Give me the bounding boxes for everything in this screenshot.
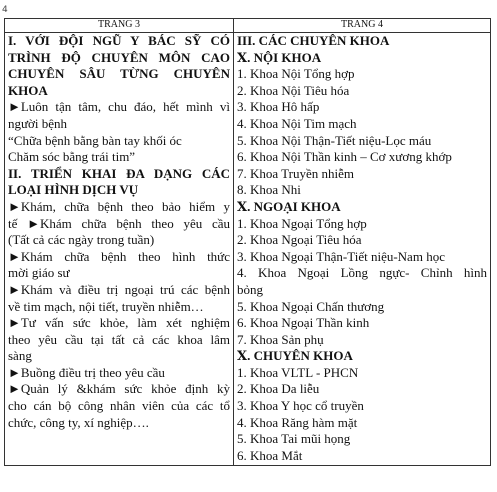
department-list-item: 2. Khoa Da liễu [237, 381, 320, 397]
body-text-line: sàng [8, 348, 32, 364]
subsection-heading: Ⅹ. NỘI KHOA [237, 49, 322, 65]
body-text-line: (Tất cả các ngày trong tuần) [8, 232, 155, 248]
department-list-item: 3. Khoa Hô hấp [237, 99, 320, 115]
body-text-line: về tim mạch, nội tiết, truyền nhiễm… [8, 298, 204, 314]
column-trang-4 [234, 33, 491, 466]
content-row [5, 33, 491, 466]
department-list-item: 6. Khoa Nội Thần kinh – Cơ xương khớp [237, 149, 452, 165]
body-text-line: ►Khám chữa bệnh theo hình thức [8, 248, 230, 264]
subsection-heading: Ⅹ. CHUYÊN KHOA [237, 348, 353, 364]
department-list-item: 6. Khoa Mắt [237, 447, 303, 463]
body-text-line: ►Quản lý &khám sức khỏe định kỳ [8, 381, 230, 397]
column-trang-3 [5, 33, 234, 466]
body-text-line: “Chữa bệnh bằng bàn tay khối óc [8, 132, 182, 148]
page-corner-mark: 4 [2, 5, 8, 15]
department-list-item: 7. Khoa Sản phụ [237, 331, 324, 347]
department-list-item: 2. Khoa Nội Tiêu hóa [237, 82, 350, 98]
body-text-line: tế ►Khám chữa bệnh theo yêu cầu [8, 215, 230, 231]
body-text-line: ►Buồng điều trị theo yêu cầu [8, 364, 165, 380]
department-list-item: 8. Khoa Nhi [237, 182, 301, 198]
section-heading-line: II. TRIỂN KHAI ĐA DẠNG CÁC [8, 165, 230, 181]
department-list-item: 2. Khoa Ngoại Tiêu hóa [237, 232, 362, 248]
section-heading-line: LOẠI HÌNH DỊCH VỤ [8, 182, 139, 198]
body-text-line: ►Khám, chữa bệnh theo bảo hiểm y [8, 198, 230, 214]
body-text-line: ►Luôn tận tâm, chu đáo, hết mình vì [8, 99, 230, 115]
section-heading-line: I. VỚI ĐỘI NGŨ Y BÁC SỸ CÓ [8, 33, 230, 48]
body-text-line: người bệnh [8, 115, 68, 131]
section-heading-line: TRÌNH ĐỘ CHUYÊN MÔN CAO [8, 49, 230, 65]
subsection-heading: Ⅹ. NGOẠI KHOA [237, 198, 341, 214]
header-trang-3: TRANG 3 [5, 19, 234, 33]
department-list-item: 4. Khoa Nội Tim mạch [237, 115, 357, 131]
body-text-line: ►Tư vấn sức khỏe, làm xét nghiệm [8, 315, 230, 331]
department-list-item: 1. Khoa Ngoại Tổng hợp [237, 215, 367, 231]
body-text-line: chức, công ty, xí nghiệp…. [8, 414, 149, 430]
body-text-line: cho cán bộ công nhân viên của các tổ [8, 398, 230, 414]
department-list-item: 5. Khoa Tai mũi họng [237, 431, 351, 447]
department-list-item: 3. Khoa Ngoại Thận-Tiết niệu-Nam học [237, 248, 445, 264]
department-list-item: bỏng [237, 281, 263, 297]
header-trang-4: TRANG 4 [234, 19, 491, 33]
brochure-table [4, 18, 491, 466]
body-text-line: theo yêu cầu tại tất cả các khoa lâm [8, 331, 230, 347]
department-list-item: 1. Khoa Nội Tổng hợp [237, 66, 355, 82]
department-list-item: 6. Khoa Ngoại Thần kinh [237, 315, 370, 331]
department-list-item: 5. Khoa Ngoại Chấn thương [237, 298, 385, 314]
section-heading-line: CHUYÊN SÂU TỪNG CHUYÊN [8, 66, 230, 82]
body-text-line: mời giáo sư [8, 265, 70, 281]
department-list-item: 4. Khoa Ngoại Lồng ngực- Chỉnh hình [237, 265, 487, 281]
section-heading-line: III. CÁC CHUYÊN KHOA [237, 33, 390, 48]
department-list-item: 3. Khoa Y học cổ truyền [237, 398, 364, 414]
department-list-item: 1. Khoa VLTL - PHCN [237, 364, 359, 380]
body-text-line: Chăm sóc bằng trái tim” [8, 149, 136, 165]
body-text-line: ►Khám và điều trị ngoại trú các bệnh [8, 281, 230, 297]
header-row [5, 19, 491, 33]
section-heading-line: KHOA [8, 82, 48, 98]
department-list-item: 5. Khoa Nội Thận-Tiết niệu-Lọc máu [237, 132, 432, 148]
department-list-item: 7. Khoa Truyền nhiễm [237, 165, 354, 181]
department-list-item: 4. Khoa Răng hàm mặt [237, 414, 358, 430]
